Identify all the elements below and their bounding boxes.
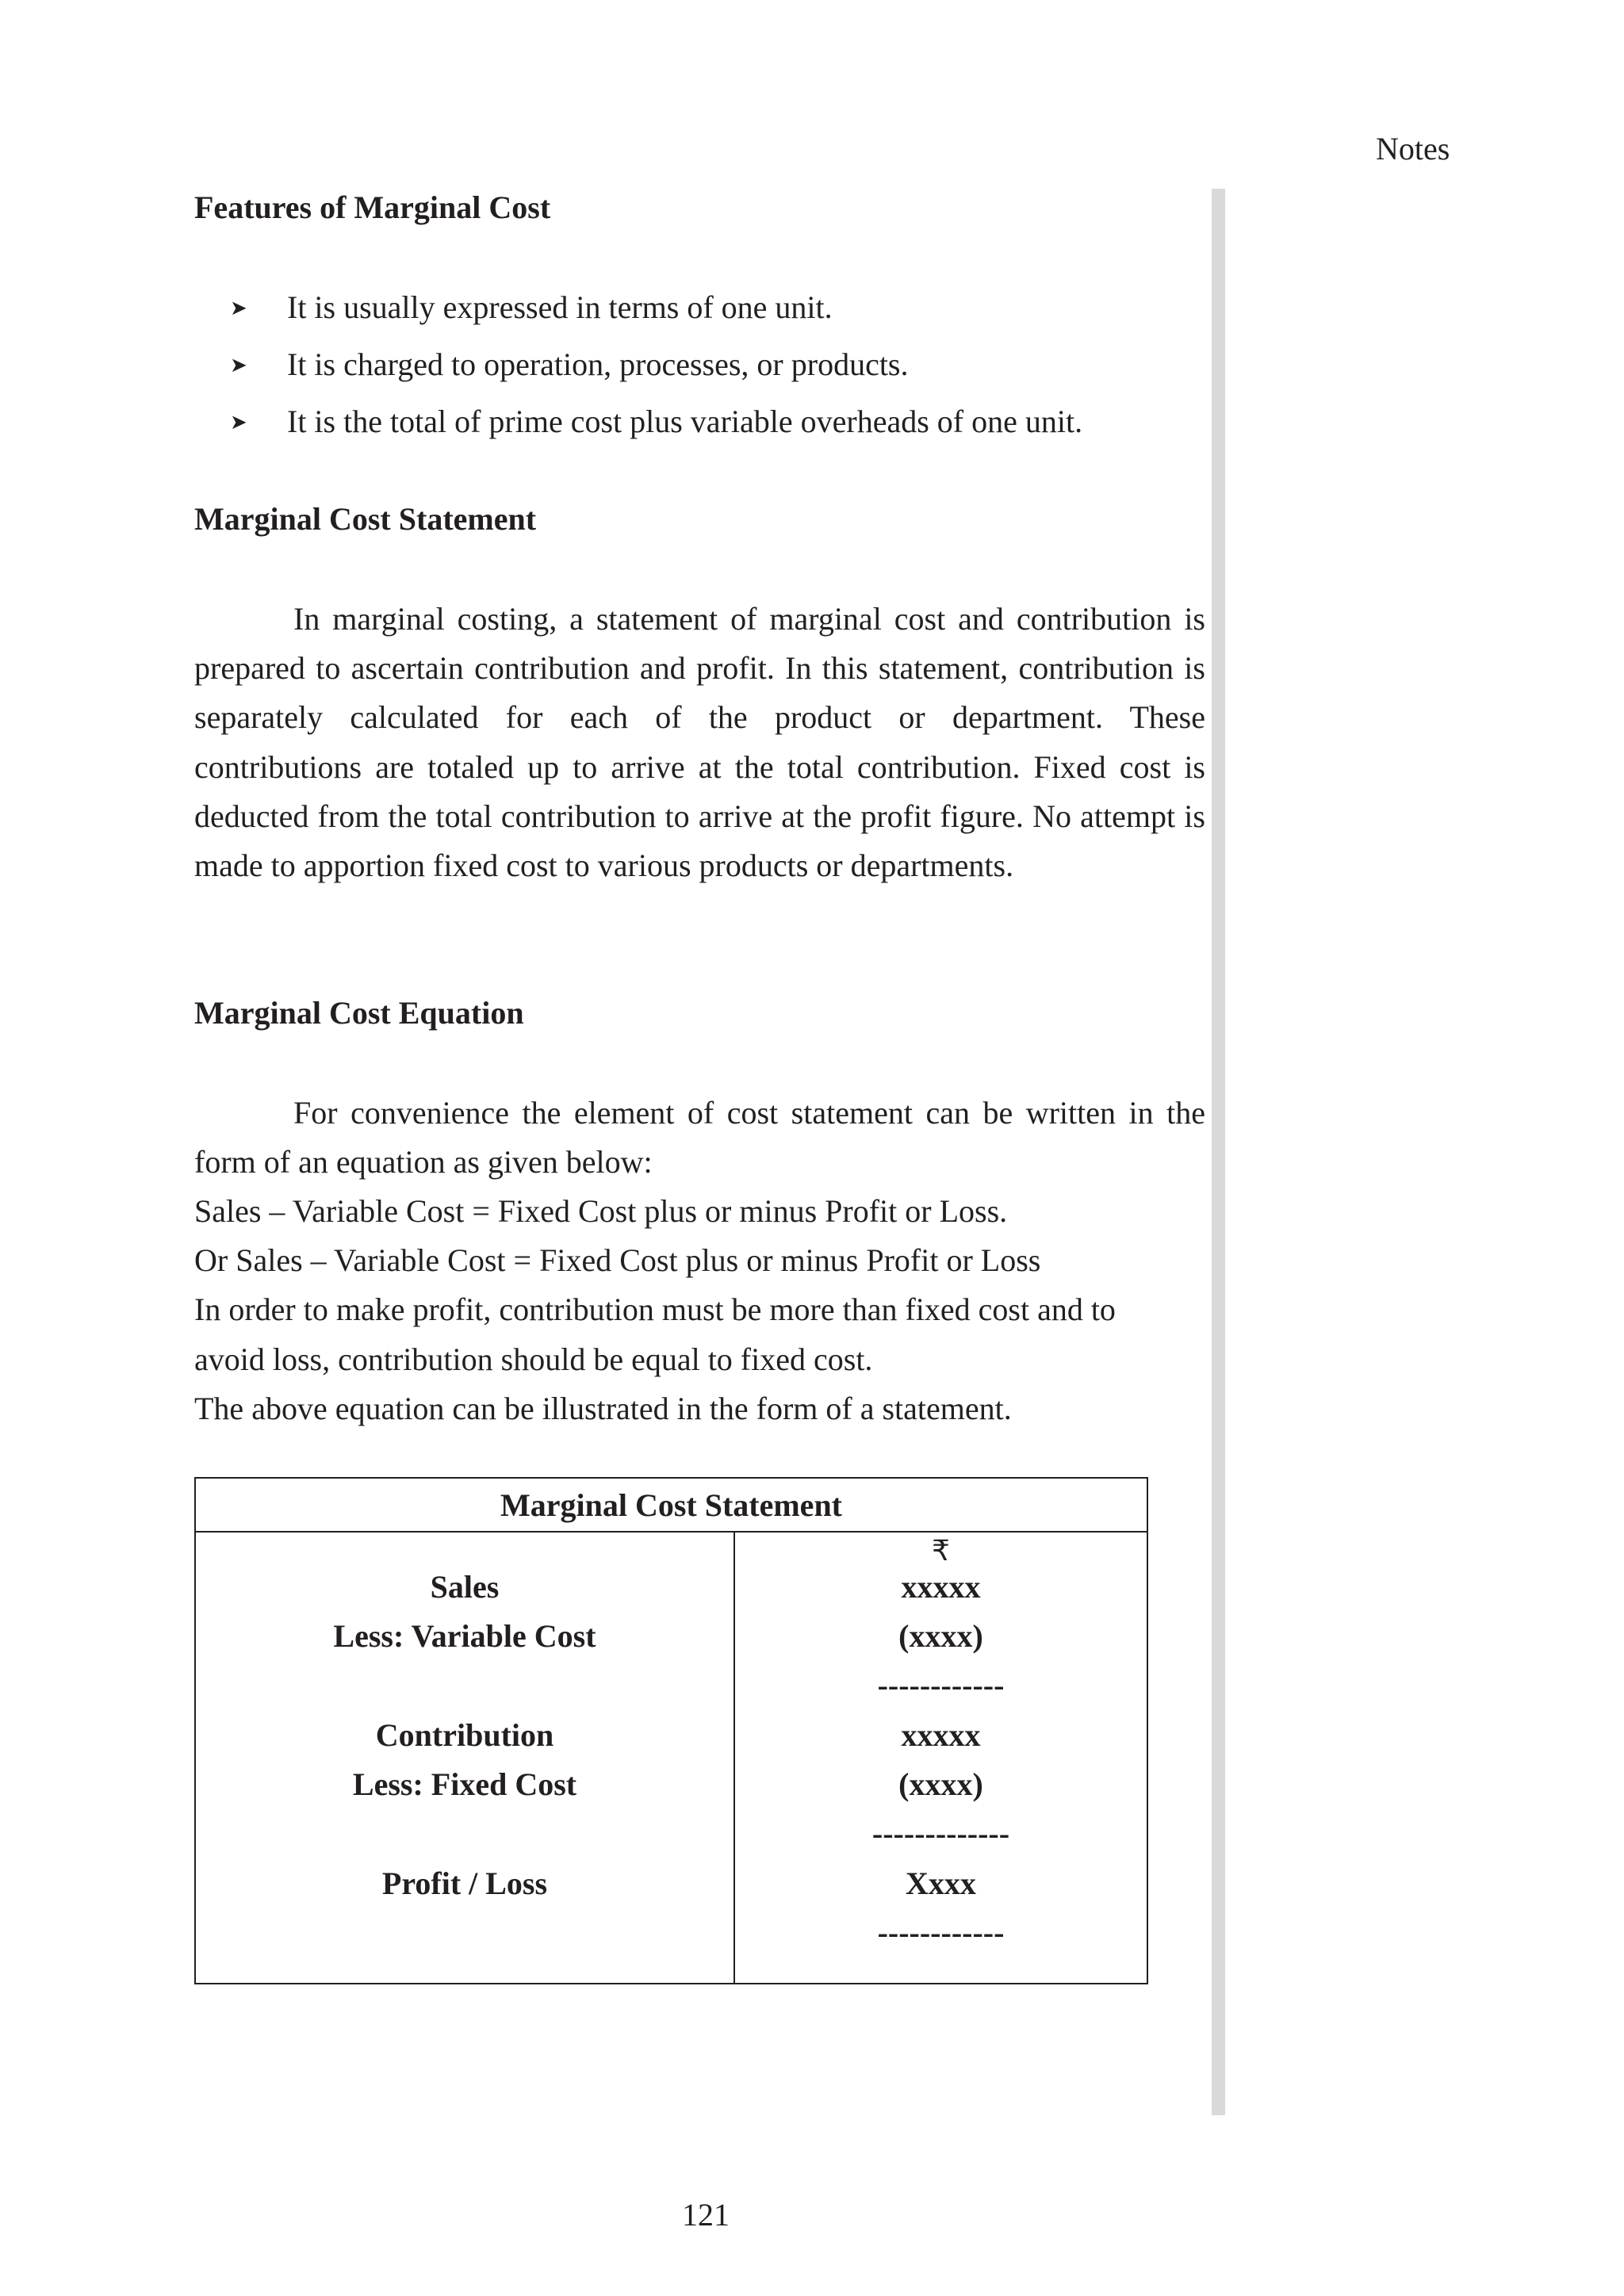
equation-line: Sales – Variable Cost = Fixed Cost plus or minus Profit or Loss.	[194, 1193, 1008, 1229]
dashed-rule: ------------	[877, 1667, 1005, 1703]
amount-column	[734, 1532, 1147, 1984]
arrowhead-bullet-icon: ➤	[230, 411, 247, 434]
marginal-cost-statement-table	[194, 1477, 1148, 1984]
arrowhead-bullet-icon: ➤	[230, 354, 247, 377]
amount-less-variable-cost: (xxxx)	[898, 1618, 983, 1654]
equation-line: The above equation can be illustrated in the form of a statement.	[194, 1390, 1012, 1426]
list-item: ➤ It is charged to operation, processes, or products.	[230, 341, 1082, 398]
label-contribution: Contribution	[375, 1717, 554, 1753]
dashed-rule: ------------	[877, 1915, 1005, 1950]
arrowhead-bullet-icon: ➤	[230, 297, 247, 320]
equation-line: Or Sales – Variable Cost = Fixed Cost plus or minus Profit or Loss	[194, 1242, 1041, 1279]
margin-notes-label: Notes	[1376, 131, 1450, 166]
rupee-icon: ₹	[932, 1535, 950, 1567]
equation-paragraph: For convenience the element of cost statement can be written in the form of an equation as given below:	[194, 1095, 1205, 1181]
statement-heading: Marginal Cost Statement	[194, 501, 537, 537]
features-heading: Features of Marginal Cost	[194, 189, 551, 225]
label-sales: Sales	[430, 1569, 500, 1605]
margin-rule	[1212, 189, 1225, 2115]
equation-line: In order to make profit, contribution must be more than fixed cost and to	[194, 1292, 1116, 1328]
list-item: ➤ It is usually expressed in terms of one unit.	[230, 284, 1082, 341]
dashed-rule: -------------	[871, 1816, 1010, 1851]
features-list	[230, 284, 1082, 455]
amount-less-fixed-cost: (xxxx)	[898, 1766, 983, 1802]
amount-sales: xxxxx	[901, 1569, 981, 1605]
amount-profit-loss: Xxxx	[906, 1866, 976, 1901]
equation-lines	[194, 1187, 1217, 1433]
label-less-fixed-cost: Less: Fixed Cost	[352, 1766, 577, 1802]
label-profit-loss: Profit / Loss	[381, 1866, 548, 1901]
statement-paragraph: In marginal costing, a statement of marginal cost and contribution is prepared to ascertain contribution and profit. In this statement, contribution is separately calculated for each of the product or department. These contributions are totaled up to arrive at the total contribution. Fixed cost is deducted from the total contribution to arrive at the profit figure. No attempt is made to apportion fixed cost to various products or departments.	[194, 601, 1205, 884]
amount-contribution: xxxxx	[901, 1717, 981, 1753]
table-title: Marginal Cost Statement	[195, 1478, 1147, 1532]
page-number: 121	[682, 2197, 730, 2233]
equation-heading: Marginal Cost Equation	[194, 995, 524, 1031]
items-column	[195, 1532, 734, 1984]
label-less-variable-cost: Less: Variable Cost	[333, 1618, 596, 1654]
list-item: ➤ It is the total of prime cost plus variable overheads of one unit.	[230, 398, 1082, 455]
equation-line: avoid loss, contribution should be equal to fixed cost.	[194, 1341, 873, 1377]
